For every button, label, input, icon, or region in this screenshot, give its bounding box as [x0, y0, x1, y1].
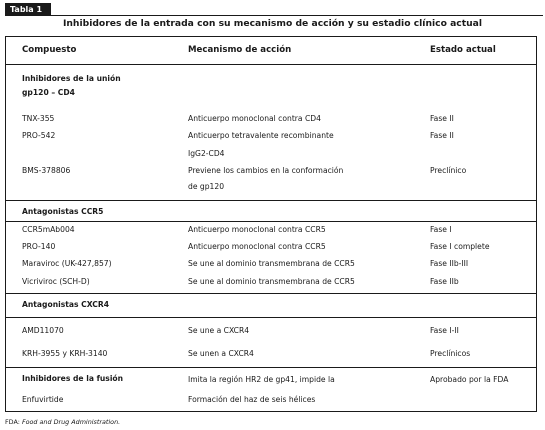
status-cell: Fase II — [430, 114, 454, 123]
status-cell: Preclínico — [430, 166, 467, 175]
status-cell: Aprobado por la FDA — [430, 375, 509, 384]
section-title-line: Inhibidores de la fusión — [22, 374, 124, 383]
compound-cell: PRO-542 — [22, 131, 56, 140]
compound-cell: Maraviroc (UK-427,857) — [22, 259, 112, 268]
compound-cell: KRH-3955 y KRH-3140 — [22, 349, 108, 358]
status-cell: Fase I — [430, 225, 452, 234]
compound-cell: AMD11070 — [22, 326, 64, 335]
header-compound: Compuesto — [22, 45, 77, 55]
compound-cell: Enfuvirtide — [22, 395, 64, 404]
compound-cell: BMS-378806 — [22, 166, 71, 175]
status-cell: Fase I-II — [430, 326, 459, 335]
table-title: Inhibidores de la entrada con su mecanismo de acción y su estadio clínico actual — [62, 18, 483, 29]
section-title-line: Inhibidores de la unión — [22, 74, 121, 83]
header-divider — [5, 64, 537, 65]
top-rule — [5, 15, 543, 16]
table-number-tag: Tabla 1 — [5, 3, 51, 16]
section-divider — [5, 200, 537, 201]
compound-cell: TNX-355 — [22, 114, 55, 123]
section-title-line: Antagonistas CXCR4 — [22, 300, 109, 309]
mechanism-cell: Anticuerpo monoclonal contra CCR5 — [188, 242, 326, 251]
status-cell: Fase II — [430, 131, 454, 140]
section-divider — [5, 317, 537, 318]
mechanism-cell: Se une al dominio transmembrana de CCR5 — [188, 277, 355, 286]
mechanism-cell: IgG2-CD4 — [188, 149, 225, 158]
section-divider — [5, 367, 537, 368]
mechanism-cell: Formación del haz de seis hélices — [188, 395, 316, 404]
mechanism-cell: Anticuerpo monoclonal contra CCR5 — [188, 225, 326, 234]
mechanism-cell: Imita la región HR2 de gp41, impide la — [188, 375, 335, 384]
compound-cell: Vicriviroc (SCH-D) — [22, 277, 90, 286]
mechanism-cell: Previene los cambios en la conformación — [188, 166, 344, 175]
mechanism-cell: de gp120 — [188, 182, 225, 191]
mechanism-cell: Anticuerpo monoclonal contra CD4 — [188, 114, 321, 123]
status-cell: Fase IIb — [430, 277, 459, 286]
footnote-text: Food and Drug Administration. — [21, 418, 121, 426]
status-cell: Fase I complete — [430, 242, 490, 251]
section-title-line: Antagonistas CCR5 — [22, 207, 104, 216]
footnote-abbreviation: FDA: — [5, 418, 22, 426]
section-divider — [5, 221, 537, 222]
section-title-line: gp120 – CD4 — [22, 88, 75, 97]
mechanism-cell: Se une a CXCR4 — [188, 326, 250, 335]
status-cell: Preclínicos — [430, 349, 471, 358]
status-cell: Fase IIb-III — [430, 259, 469, 268]
header-status: Estado actual — [430, 45, 496, 55]
mechanism-cell: Se une al dominio transmembrana de CCR5 — [188, 259, 355, 268]
compound-cell: PRO-140 — [22, 242, 56, 251]
mechanism-cell: Se unen a CXCR4 — [188, 349, 254, 358]
table-footnote — [5, 418, 120, 426]
section-divider — [5, 293, 537, 294]
compound-cell: CCR5mAb004 — [22, 225, 75, 234]
mechanism-cell: Anticuerpo tetravalente recombinante — [188, 131, 334, 140]
header-mechanism: Mecanismo de acción — [188, 45, 292, 55]
